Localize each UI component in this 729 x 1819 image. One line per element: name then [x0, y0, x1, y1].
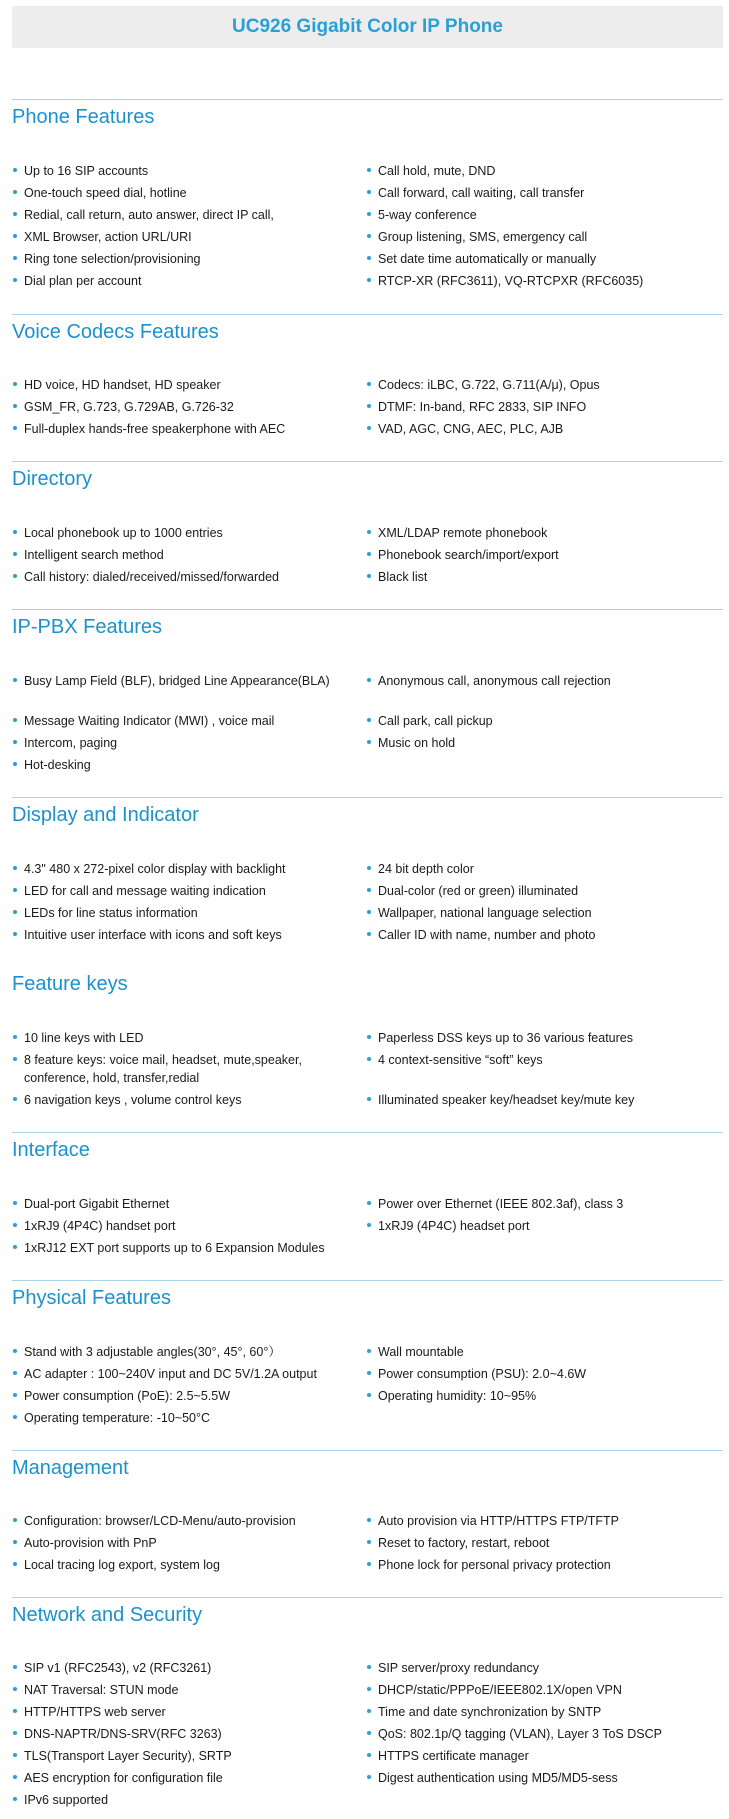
- bullet-icon: [13, 1709, 17, 1713]
- section-divider: [12, 797, 723, 798]
- feature-item-label: 4.3" 480 x 272-pixel color display with backlight: [24, 862, 286, 876]
- bullet-icon: [367, 256, 371, 260]
- feature-item: [366, 1747, 721, 1765]
- section-divider: [12, 609, 723, 610]
- bullet-icon: [13, 1415, 17, 1419]
- bullet-icon: [367, 278, 371, 282]
- bullet-icon: [367, 190, 371, 194]
- feature-item: [12, 1409, 357, 1427]
- feature-item: [12, 712, 357, 730]
- feature-item-label: TLS(Transport Layer Security), SRTP: [24, 1749, 232, 1763]
- feature-item-label: DHCP/static/PPPoE/IEEE802.1X/open VPN: [378, 1683, 622, 1697]
- feature-item-label: Call forward, call waiting, call transfer: [378, 186, 585, 200]
- feature-item: [366, 1703, 721, 1721]
- feature-item: [366, 1091, 721, 1109]
- feature-item-label: Group listening, SMS, emergency call: [378, 230, 588, 244]
- feature-item: [366, 524, 721, 542]
- feature-item-label: Dual-color (red or green) illuminated: [378, 884, 579, 898]
- feature-item-label: Anonymous call, anonymous call rejection: [378, 674, 611, 688]
- feature-item: [12, 1195, 357, 1213]
- bullet-icon: [367, 1562, 371, 1566]
- bullet-icon: [13, 1371, 17, 1375]
- bullet-icon: [367, 1035, 371, 1039]
- feature-item: [12, 1791, 357, 1809]
- bullet-icon: [13, 1223, 17, 1227]
- feature-item-label: Power consumption (PSU): 2.0~4.6W: [378, 1367, 587, 1381]
- feature-item-label: Music on hold: [378, 736, 456, 750]
- feature-item-label: HTTP/HTTPS web server: [24, 1705, 166, 1719]
- bullet-icon: [13, 740, 17, 744]
- feature-item: [366, 926, 721, 944]
- feature-item-label: Operating humidity: 10~95%: [378, 1389, 537, 1403]
- feature-item: [366, 712, 721, 730]
- section-title-voice-codecs-features: Voice Codecs Features: [12, 321, 219, 343]
- feature-item-label: Operating temperature: -10~50°C: [24, 1411, 211, 1425]
- bullet-icon: [13, 932, 17, 936]
- bullet-icon: [13, 168, 17, 172]
- feature-item-label: 10 line keys with LED: [24, 1031, 144, 1045]
- feature-item-label: Full-duplex hands-free speakerphone with AEC: [24, 422, 286, 436]
- feature-item-label: Auto provision via HTTP/HTTPS FTP/TFTP: [378, 1514, 620, 1528]
- bullet-icon: [13, 866, 17, 870]
- feature-item-label: SIP v1 (RFC2543), v2 (RFC3261): [24, 1661, 212, 1675]
- feature-item: [12, 1365, 357, 1383]
- feature-item: [366, 1195, 721, 1213]
- bullet-icon: [367, 1540, 371, 1544]
- feature-item: [366, 228, 721, 246]
- feature-item: [12, 250, 357, 268]
- feature-item: [366, 420, 721, 438]
- feature-item-label: Message Waiting Indicator (MWI) , voice mail: [24, 714, 275, 728]
- feature-item: [366, 1681, 721, 1699]
- feature-item-label: Dual-port Gigabit Ethernet: [24, 1197, 170, 1211]
- bullet-icon: [367, 382, 371, 386]
- section-title-physical-features: Physical Features: [12, 1287, 171, 1309]
- feature-item-label: Call history: dialed/received/missed/forwarded: [24, 570, 279, 584]
- bullet-icon: [367, 1201, 371, 1205]
- feature-item-label: XML Browser, action URL/URI: [24, 230, 192, 244]
- feature-item-label: NAT Traversal: STUN mode: [24, 1683, 179, 1697]
- feature-item: [12, 1769, 357, 1787]
- feature-item-label: Up to 16 SIP accounts: [24, 164, 149, 178]
- section-title-phone-features: Phone Features: [12, 106, 155, 128]
- bullet-icon: [367, 1687, 371, 1691]
- feature-item-label: Black list: [378, 570, 428, 584]
- feature-item: [366, 1029, 721, 1047]
- feature-item-label: Intercom, paging: [24, 736, 118, 750]
- feature-item: [12, 162, 357, 180]
- bullet-icon: [367, 574, 371, 578]
- feature-item-label: SIP server/proxy redundancy: [378, 1661, 539, 1675]
- feature-item: [12, 568, 357, 586]
- feature-item-label: HTTPS certificate manager: [378, 1749, 529, 1763]
- bullet-icon: [13, 1562, 17, 1566]
- section-divider: [12, 1597, 723, 1598]
- feature-item: [366, 376, 721, 394]
- bullet-icon: [13, 574, 17, 578]
- feature-item-label: 4 context-sensitive “soft” keys: [378, 1053, 543, 1067]
- feature-item: [12, 1659, 357, 1677]
- bullet-icon: [367, 866, 371, 870]
- feature-item-label: Call park, call pickup: [378, 714, 493, 728]
- feature-item-label: Digest authentication using MD5/MD5-sess: [378, 1771, 618, 1785]
- bullet-icon: [13, 718, 17, 722]
- feature-item: [12, 206, 357, 224]
- bullet-icon: [367, 552, 371, 556]
- feature-item: [12, 860, 357, 878]
- bullet-icon: [13, 278, 17, 282]
- feature-item-label: Wallpaper, national language selection: [378, 906, 592, 920]
- feature-item: [366, 904, 721, 922]
- feature-item-label: 6 navigation keys , volume control keys: [24, 1093, 242, 1107]
- feature-item: [12, 926, 357, 944]
- feature-item: [12, 546, 357, 564]
- feature-item-label: Intelligent search method: [24, 548, 164, 562]
- bullet-icon: [367, 1709, 371, 1713]
- feature-item: [366, 272, 721, 290]
- feature-item: [12, 904, 357, 922]
- feature-item-label: Phone lock for personal privacy protection: [378, 1558, 611, 1572]
- feature-item: [366, 1725, 721, 1743]
- section-divider: [12, 99, 723, 100]
- feature-item-label: Local tracing log export, system log: [24, 1558, 220, 1572]
- title-bar: [12, 6, 723, 48]
- feature-item: [366, 1556, 721, 1574]
- feature-item: [366, 162, 721, 180]
- feature-item: [12, 524, 357, 542]
- section-divider: [12, 461, 723, 462]
- bullet-icon: [367, 910, 371, 914]
- feature-item: [12, 882, 357, 900]
- feature-item-label: LEDs for line status information: [24, 906, 198, 920]
- bullet-icon: [13, 1035, 17, 1039]
- feature-item-label: GSM_FR, G.723, G.729AB, G.726-32: [24, 400, 234, 414]
- section-divider: [12, 1132, 723, 1133]
- page-title: UC926 Gigabit Color IP Phone: [232, 16, 503, 37]
- section-title-interface: Interface: [12, 1139, 90, 1161]
- bullet-icon: [13, 1057, 17, 1061]
- feature-item: [366, 568, 721, 586]
- feature-item-label: Caller ID with name, number and photo: [378, 928, 596, 942]
- bullet-icon: [13, 1097, 17, 1101]
- bullet-icon: [367, 426, 371, 430]
- feature-item: [366, 206, 721, 224]
- feature-item-label: Ring tone selection/provisioning: [24, 252, 201, 266]
- section-divider: [12, 1280, 723, 1281]
- bullet-icon: [367, 212, 371, 216]
- bullet-icon: [367, 1097, 371, 1101]
- feature-item: [366, 1512, 721, 1530]
- bullet-icon: [367, 168, 371, 172]
- feature-item-label: Call hold, mute, DND: [378, 164, 496, 178]
- bullet-icon: [367, 1775, 371, 1779]
- bullet-icon: [367, 718, 371, 722]
- feature-item: [12, 672, 357, 690]
- bullet-icon: [13, 1753, 17, 1757]
- bullet-icon: [367, 1393, 371, 1397]
- bullet-icon: [13, 404, 17, 408]
- feature-item: [12, 734, 357, 752]
- feature-item: [366, 250, 721, 268]
- feature-item-label: DNS-NAPTR/DNS-SRV(RFC 3263): [24, 1727, 222, 1741]
- bullet-icon: [13, 1393, 17, 1397]
- bullet-icon: [367, 1371, 371, 1375]
- bullet-icon: [13, 212, 17, 216]
- feature-item: [12, 1217, 357, 1235]
- bullet-icon: [13, 1797, 17, 1801]
- feature-item: [12, 1681, 357, 1699]
- feature-item-label: RTCP-XR (RFC3611), VQ-RTCPXR (RFC6035): [378, 274, 644, 288]
- section-title-management: Management: [12, 1457, 129, 1479]
- bullet-icon: [13, 1665, 17, 1669]
- section-title-network-and-security: Network and Security: [12, 1604, 203, 1626]
- feature-item-label: Configuration: browser/LCD-Menu/auto-provision: [24, 1514, 296, 1528]
- feature-item-label: Local phonebook up to 1000 entries: [24, 526, 223, 540]
- section-title-directory: Directory: [12, 468, 93, 490]
- bullet-icon: [13, 530, 17, 534]
- feature-item: [366, 1659, 721, 1677]
- bullet-icon: [13, 678, 17, 682]
- bullet-icon: [13, 1201, 17, 1205]
- feature-item: [12, 398, 357, 416]
- section-title-feature-keys: Feature keys: [12, 973, 128, 995]
- feature-item-label: AC adapter : 100~240V input and DC 5V/1.2A output: [24, 1367, 317, 1381]
- feature-item-label: Paperless DSS keys up to 36 various features: [378, 1031, 633, 1045]
- bullet-icon: [367, 1665, 371, 1669]
- bullet-icon: [367, 678, 371, 682]
- feature-item-label: Reset to factory, restart, reboot: [378, 1536, 550, 1550]
- feature-item-label: 1xRJ9 (4P4C) handset port: [24, 1219, 176, 1233]
- feature-item-label: 5-way conference: [378, 208, 477, 222]
- feature-item-label: Stand with 3 adjustable angles(30°, 45°, 60°）: [24, 1345, 281, 1359]
- feature-item-label: One-touch speed dial, hotline: [24, 186, 187, 200]
- feature-item-label: Time and date synchronization by SNTP: [378, 1705, 602, 1719]
- feature-item: [366, 734, 721, 752]
- feature-item-label: 1xRJ9 (4P4C) headset port: [378, 1219, 530, 1233]
- feature-item-label: LED for call and message waiting indication: [24, 884, 266, 898]
- bullet-icon: [13, 190, 17, 194]
- feature-item: [366, 398, 721, 416]
- feature-item-label: Auto-provision with PnP: [24, 1536, 157, 1550]
- feature-item: [12, 1239, 357, 1257]
- feature-item: [366, 882, 721, 900]
- feature-item: [12, 756, 357, 774]
- bullet-icon: [13, 1540, 17, 1544]
- bullet-icon: [13, 888, 17, 892]
- feature-item: [12, 1556, 357, 1574]
- bullet-icon: [13, 1349, 17, 1353]
- feature-item: [366, 1217, 721, 1235]
- feature-item-label: 24 bit depth color: [378, 862, 474, 876]
- feature-item-label: 1xRJ12 EXT port supports up to 6 Expansion Modules: [24, 1241, 325, 1255]
- feature-item: [12, 1051, 357, 1087]
- bullet-icon: [367, 1223, 371, 1227]
- feature-item: [366, 546, 721, 564]
- feature-item-label: QoS: 802.1p/Q tagging (VLAN), Layer 3 ToS DSCP: [378, 1727, 662, 1741]
- feature-item: [366, 860, 721, 878]
- feature-item: [12, 1747, 357, 1765]
- bullet-icon: [367, 1753, 371, 1757]
- feature-item-label: Codecs: iLBC, G.722, G.711(A/μ), Opus: [378, 378, 600, 392]
- bullet-icon: [13, 382, 17, 386]
- feature-item: [366, 1769, 721, 1787]
- feature-item-label: AES encryption for configuration file: [24, 1771, 223, 1785]
- feature-item-label: Phonebook search/import/export: [378, 548, 559, 562]
- bullet-icon: [13, 1775, 17, 1779]
- bullet-icon: [13, 426, 17, 430]
- bullet-icon: [13, 1731, 17, 1735]
- feature-item: [366, 184, 721, 202]
- feature-item-label: Power over Ethernet (IEEE 802.3af), class 3: [378, 1197, 624, 1211]
- feature-item-label: Hot-desking: [24, 758, 91, 772]
- bullet-icon: [367, 1349, 371, 1353]
- feature-item: [366, 1343, 721, 1361]
- feature-item: [12, 228, 357, 246]
- feature-item: [366, 1534, 721, 1552]
- feature-item-label: Wall mountable: [378, 1345, 464, 1359]
- feature-item: [12, 1091, 357, 1109]
- feature-item-label: Set date time automatically or manually: [378, 252, 597, 266]
- section-divider: [12, 314, 723, 315]
- bullet-icon: [367, 1518, 371, 1522]
- bullet-icon: [13, 762, 17, 766]
- feature-item: [366, 672, 721, 690]
- feature-item: [366, 1365, 721, 1383]
- feature-item-label: Intuitive user interface with icons and soft keys: [24, 928, 282, 942]
- feature-item: [12, 420, 357, 438]
- feature-item-label: VAD, AGC, CNG, AEC, PLC, AJB: [378, 422, 564, 436]
- section-title-ip-pbx-features: IP-PBX Features: [12, 616, 163, 638]
- feature-item-label: HD voice, HD handset, HD speaker: [24, 378, 221, 392]
- feature-item: [366, 1051, 721, 1069]
- bullet-icon: [13, 910, 17, 914]
- bullet-icon: [367, 888, 371, 892]
- feature-item-label: XML/LDAP remote phonebook: [378, 526, 548, 540]
- bullet-icon: [367, 740, 371, 744]
- bullet-icon: [367, 932, 371, 936]
- bullet-icon: [367, 404, 371, 408]
- feature-item: [12, 1343, 357, 1361]
- bullet-icon: [13, 1245, 17, 1249]
- bullet-icon: [367, 234, 371, 238]
- bullet-icon: [13, 1518, 17, 1522]
- feature-item-label: IPv6 supported: [24, 1793, 109, 1807]
- bullet-icon: [367, 530, 371, 534]
- feature-item: [12, 184, 357, 202]
- feature-item: [12, 1703, 357, 1721]
- feature-item-label: Busy Lamp Field (BLF), bridged Line Appearance(BLA): [24, 674, 330, 688]
- feature-item: [12, 1534, 357, 1552]
- feature-item: [12, 272, 357, 290]
- bullet-icon: [13, 1687, 17, 1691]
- feature-item-label: Redial, call return, auto answer, direct IP call,: [24, 208, 274, 222]
- bullet-icon: [367, 1731, 371, 1735]
- feature-item: [12, 1029, 357, 1047]
- bullet-icon: [13, 552, 17, 556]
- feature-item-label: Dial plan per account: [24, 274, 142, 288]
- feature-item-label: 8 feature keys: voice mail, headset, mute,speaker, conference, hold, transfer,redial: [24, 1053, 302, 1085]
- feature-item: [366, 1387, 721, 1405]
- feature-item: [12, 1512, 357, 1530]
- feature-item-label: Power consumption (PoE): 2.5~5.5W: [24, 1389, 230, 1403]
- feature-item-label: DTMF: In-band, RFC 2833, SIP INFO: [378, 400, 587, 414]
- feature-item: [12, 1725, 357, 1743]
- section-divider: [12, 1450, 723, 1451]
- bullet-icon: [13, 234, 17, 238]
- feature-item: [12, 1387, 357, 1405]
- feature-item-label: Illuminated speaker key/headset key/mute key: [378, 1093, 635, 1107]
- bullet-icon: [367, 1057, 371, 1061]
- bullet-icon: [13, 256, 17, 260]
- section-title-display-and-indicator: Display and Indicator: [12, 804, 199, 826]
- feature-item: [12, 376, 357, 394]
